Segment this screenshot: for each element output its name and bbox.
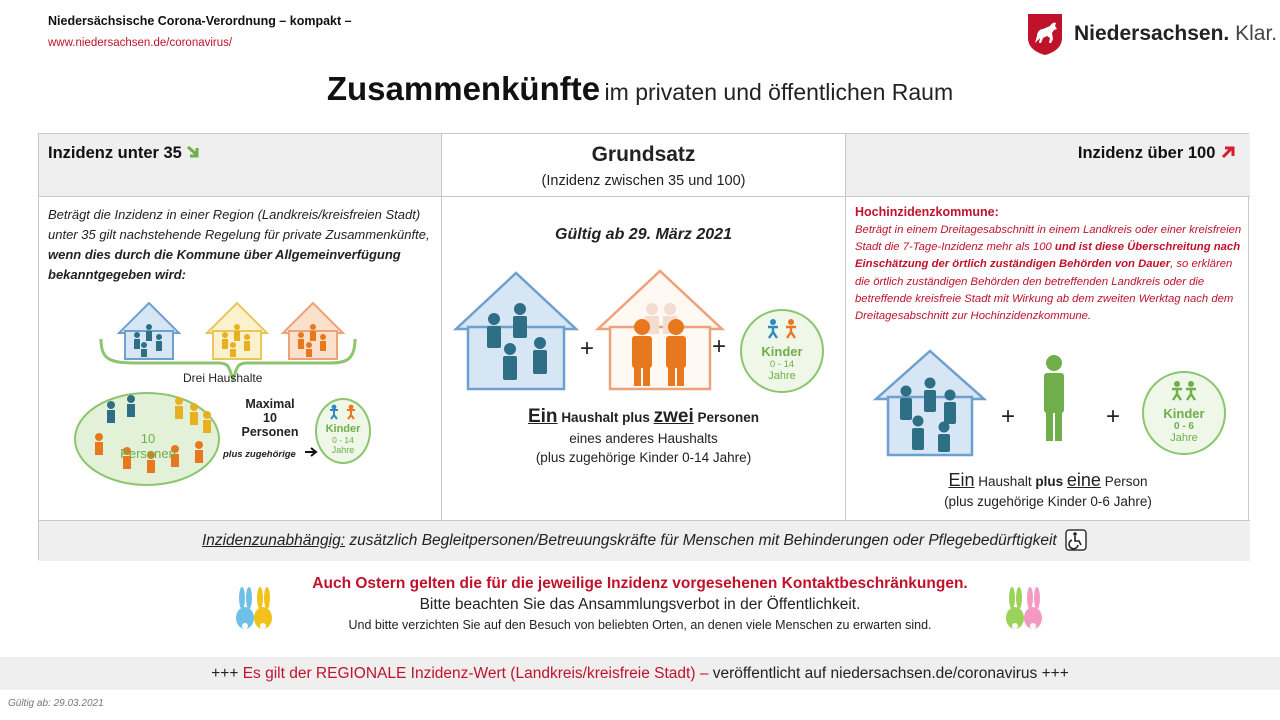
arrow-right-icon <box>305 448 316 456</box>
high-incidence-description: Beträgt in einem Dreitagesabschnitt in einem Landkreis oder einer kreisfreien Stadt die 7-Tage-Inzidenz mehr als 100 und ist diese Überschreitung nach Einschätzung der örtlich zuständigen Behörden von Dauer, so erklären die örtlich zuständigen Behörden den betreffenden Landkreis oder die betreffende kreisfreie Stadt mit Wirkung ab dem zweiten Werktag nach dem Dreitagesabschnitt zur Hochinzidenzkommune. <box>855 224 1242 323</box>
valid-from-footer: Gültig ab: 29.03.2021 <box>8 698 104 709</box>
left-heading: Inzidenz unter 35 <box>48 144 204 163</box>
right-column-body <box>846 197 1250 521</box>
plus-sign-right-2: + <box>1106 403 1121 430</box>
house-yellow-icon <box>207 303 267 359</box>
persons-label: 10 Personen <box>120 431 176 461</box>
easter-line-2: Bitte beachten Sie das Ansammlungsverbot in der Öffentlichkeit. <box>419 596 861 613</box>
arrow-up-right-icon <box>1220 144 1238 160</box>
easter-notice <box>0 575 1280 632</box>
arrow-down-right-icon <box>186 144 204 160</box>
banner-link[interactable]: veröffentlicht auf niedersachsen.de/coronavirus <box>712 665 1038 682</box>
regional-incidence-banner: +++ Es gilt der REGIONALE Inzidenz-Wert (Landkreis/kreisfreie Stadt) – veröffentlicht auf niedersachsen.de/coronavirus +++ <box>0 657 1280 690</box>
max-label: Maximal 10 Personen <box>241 397 299 439</box>
niedersachsen-logo <box>1026 12 1277 56</box>
middle-caption-line3: (plus zugehörige Kinder 0-14 Jahre) <box>535 450 752 465</box>
right-caption: Ein Haushalt plus eine Person <box>948 470 1148 490</box>
lower-saxony-horse-icon <box>1026 12 1064 56</box>
left-column-body <box>39 197 442 521</box>
column-header-left <box>39 134 442 197</box>
children-icon <box>762 319 802 339</box>
independent-rule-row <box>39 521 1250 561</box>
three-households-illustration <box>39 295 442 495</box>
kids-circle-middle: Kinder 0 - 14 Jahre <box>740 309 824 393</box>
plus-sign-2: + <box>712 333 727 360</box>
easter-line-1: Auch Ostern gelten die für die jeweilige Inzidenz vorgesehenen Kontaktbeschränkungen. <box>312 575 968 592</box>
middle-heading: Grundsatz <box>591 143 696 166</box>
middle-caption: Ein Haushalt plus zwei Personen <box>527 406 760 427</box>
title-bold: Zusammenkünfte <box>326 70 601 107</box>
plus-sign-1: + <box>580 335 595 362</box>
title-rest: im privaten und öffentlichen Raum <box>604 79 954 105</box>
rules-table <box>38 133 1249 560</box>
children-icon <box>1167 381 1201 401</box>
plus-kids-label: plus zugehörige <box>223 449 296 460</box>
households-label: Drei Haushalte <box>183 371 263 385</box>
valid-from-label: Gültig ab 29. März 2021 <box>555 226 732 243</box>
page-title <box>0 70 1280 108</box>
house-blue-icon <box>119 303 179 359</box>
column-header-middle <box>442 134 846 197</box>
left-description: Beträgt die Inzidenz in einer Region (Landkreis/kreisfreien Stadt) unter 35 gilt nachstehende Regelung für private Zusammenkünfte, wenn dies durch die Kommune über Allgemeinverfügung bekanntgegeben wird: <box>48 207 430 282</box>
wheelchair-icon <box>1065 529 1087 551</box>
header-title: Niedersächsische Corona-Verordnung – kompakt – <box>48 14 352 28</box>
easter-line-3: Und bitte verzichten Sie auf den Besuch von beliebten Orten, an denen viele Menschen zu erwarten sind. <box>348 618 932 632</box>
column-header-right <box>846 134 1250 197</box>
right-caption-line2: (plus zugehörige Kinder 0-6 Jahre) <box>944 494 1152 509</box>
high-incidence-title: Hochinzidenzkommune: <box>855 205 999 219</box>
right-heading: Inzidenz über 100 <box>1078 144 1238 163</box>
children-icon <box>323 404 363 420</box>
header-url-link[interactable]: www.niedersachsen.de/coronavirus/ <box>48 37 233 49</box>
kids-circle-right: Kinder 0 - 6 Jahre <box>1142 371 1226 455</box>
independent-text: zusätzlich Begleitpersonen/Betreuungskräfte für Menschen mit Behinderungen oder Pflegebedürftigkeit <box>349 532 1057 549</box>
middle-caption-line2: eines anderes Haushalts <box>569 431 718 446</box>
plus-sign-right-1: + <box>1001 403 1016 430</box>
middle-column-body <box>442 197 846 521</box>
kids-circle-left: Kinder 0 - 14 Jahre <box>315 398 371 464</box>
logo-wordmark: Niedersachsen. Klar. <box>1074 22 1278 45</box>
middle-subheading: (Inzidenz zwischen 35 und 100) <box>541 173 746 189</box>
house-orange-icon <box>283 303 343 359</box>
independent-label: Inzidenzunabhängig: <box>201 532 346 549</box>
